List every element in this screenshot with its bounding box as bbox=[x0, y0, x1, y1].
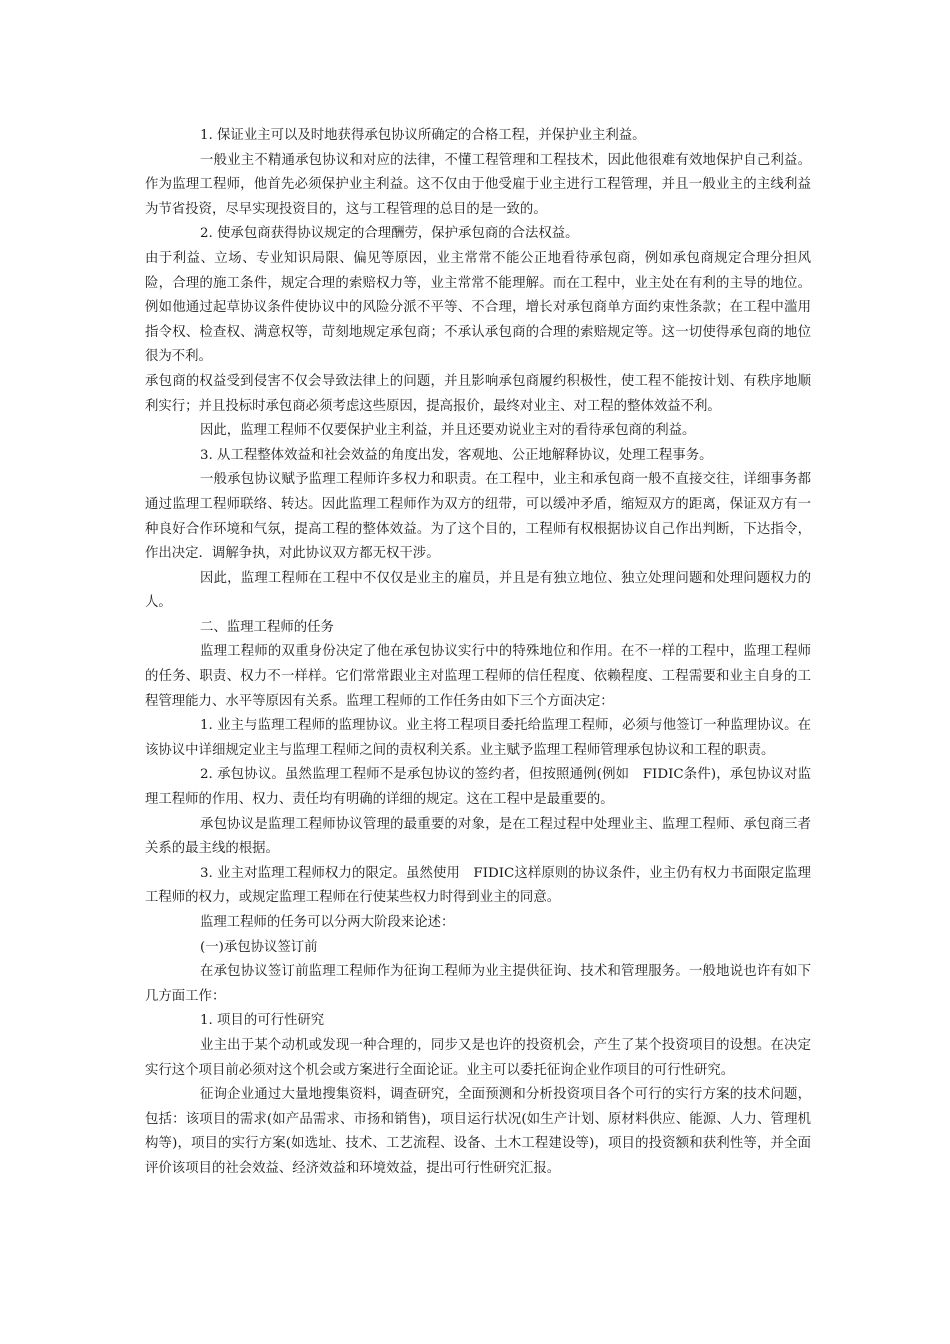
paragraph: 3. 业主对监理工程师权力的限定。虽然使用 FIDIC这样原则的协议条件，业主仍有权力书面限定监理工程师的权力，或规定监理工程师在行使某些权力时得到业主的同意。 bbox=[145, 865, 811, 906]
paragraph: 二、监理工程师的任务 bbox=[200, 619, 334, 635]
paragraph: 征询企业通过大量地搜集资料，调查研究，全面预测和分析投资项目各个可行的实行方案的技术问题，包括：该项目的需求(如产品需求、市扬和销售)，项目运行状况(如生产计划、原材料供应、能源、人力、管理机构等)，项目的实行方案(如选址、技术、工艺流程、设备、土木工程建设等)，项目的投资额和获利性等，并全面评价该项目的社会效益、经济效益和环境效益，提出可行性研究汇报。 bbox=[145, 1087, 811, 1176]
paragraph: 因此，监理工程师不仅要保护业主利益，并且还要劝说业主对的看待承包商的利益。 bbox=[200, 423, 696, 439]
paragraph: (一)承包协议签订前 bbox=[200, 939, 318, 955]
paragraph: 在承包协议签订前监理工程师作为征询工程师为业主提供征询、技术和管理服务。一般地说也许有如下几方面工作： bbox=[145, 964, 811, 1004]
paragraph: 1. 项目的可行性研究 bbox=[200, 1013, 325, 1029]
paragraph: 监理工程师的任务可以分两大阶段来论述： bbox=[200, 915, 455, 930]
paragraph: 因此，监理工程师在工程中不仅仅是业主的雇员，并且是有独立地位、独立处理问题和处理问题权力的人。 bbox=[145, 570, 811, 611]
paragraph: 承包协议是监理工程师协议管理的最重要的对象，是在工程过程中处理业主、监理工程师、承包商三者关系的最主线的根据。 bbox=[145, 816, 811, 857]
paragraph: 2. 承包协议。虽然监理工程师不是承包协议的签约者，但按照通例(例如 FIDIC条件)，承包协议对监理工程师的作用、权力、责任均有明确的详细的规定。这在工程中是最重要的。 bbox=[145, 767, 811, 808]
paragraph: 承包商的权益受到侵害不仅会导致法律上的问题，并且影响承包商履约积极性，使工程不能按计划、有秩序地顺利实行；并且投标时承包商必须考虑这些原因，提高报价，最终对业主、对工程的整体效益不利。 bbox=[145, 373, 811, 414]
paragraph: 一般业主不精通承包协议和对应的法律，不懂工程管理和工程技术，因此他很难有效地保护自己利益。作为监理工程师，他首先必须保护业主利益。这不仅由于他受雇于业主进行工程管理，并且一般业主的主线利益为节省投资，尽早实现投资目的，这与工程管理的总目的是一致的。 bbox=[145, 152, 811, 217]
paragraph: 由于利益、立场、专业知识局限、偏见等原因，业主常常不能公正地看待承包商，例如承包商规定合理分担风险，合理的施工条件，规定合理的索赔权力等，业主常常不能理解。而在工程中，业主处在有利的主导的地位。例如他通过起草协议条件使协议中的风险分派不平等、不合理，增长对承包商单方面约束性条款；在工程中滥用指令权、检查权、满意权等，苛刻地规定承包商；不承认承包商的合理的索赔规定等。这一切使得承包商的地位很为不利。 bbox=[145, 250, 811, 365]
paragraph: 监理工程师的双重身份决定了他在承包协议实行中的特殊地位和作用。在不一样的工程中，监理工程师的任务、职责、权力不一样样。它们常常跟业主对监理工程师的信任程度、依赖程度、工程需要和业主自身的工程管理能力、水平等原因有关系。监理工程师的工作任务由如下三个方面决定： bbox=[145, 644, 811, 709]
paragraph: 1. 业主与监理工程师的监理协议。业主将工程项目委托给监理工程师，必须与他签订一种监理协议。在该协议中详细规定业主与监理工程师之间的责权利关系。业主赋予监理工程师管理承包协议和工程的职责。 bbox=[145, 718, 811, 758]
paragraph: 2. 使承包商获得协议规定的合理酬劳，保护承包商的合法权益。 bbox=[200, 226, 579, 242]
paragraph: 3. 从工程整体效益和社会效益的角度出发，客观地、公正地解释协议，处理工程事务。 bbox=[200, 447, 713, 463]
paragraph: 1. 保证业主可以及时地获得承包协议所确定的合格工程，并保护业主利益。 bbox=[200, 128, 646, 143]
paragraph: 一般承包协议赋予监理工程师许多权力和职责。在工程中，业主和承包商一般不直接交往，详细事务都通过监理工程师联络、转达。因此监理工程师作为双方的纽带，可以缓冲矛盾，缩短双方的距离，保证双方有一种良好合作环境和气氛，提高工程的整体效益。为了这个目的，工程师有权根据协议自己作出判断，下达指令，作出决定．调解争执，对此协议双方都无权干涉。 bbox=[145, 472, 811, 562]
paragraph: 业主出于某个动机或发现一种合理的，同步又是也许的投资机会，产生了某个投资项目的设想。在决定实行这个项目前必须对这个机会或方案进行全面论证。业主可以委托征询企业作项目的可行性研究。 bbox=[145, 1037, 811, 1078]
document-body bbox=[145, 124, 811, 1182]
